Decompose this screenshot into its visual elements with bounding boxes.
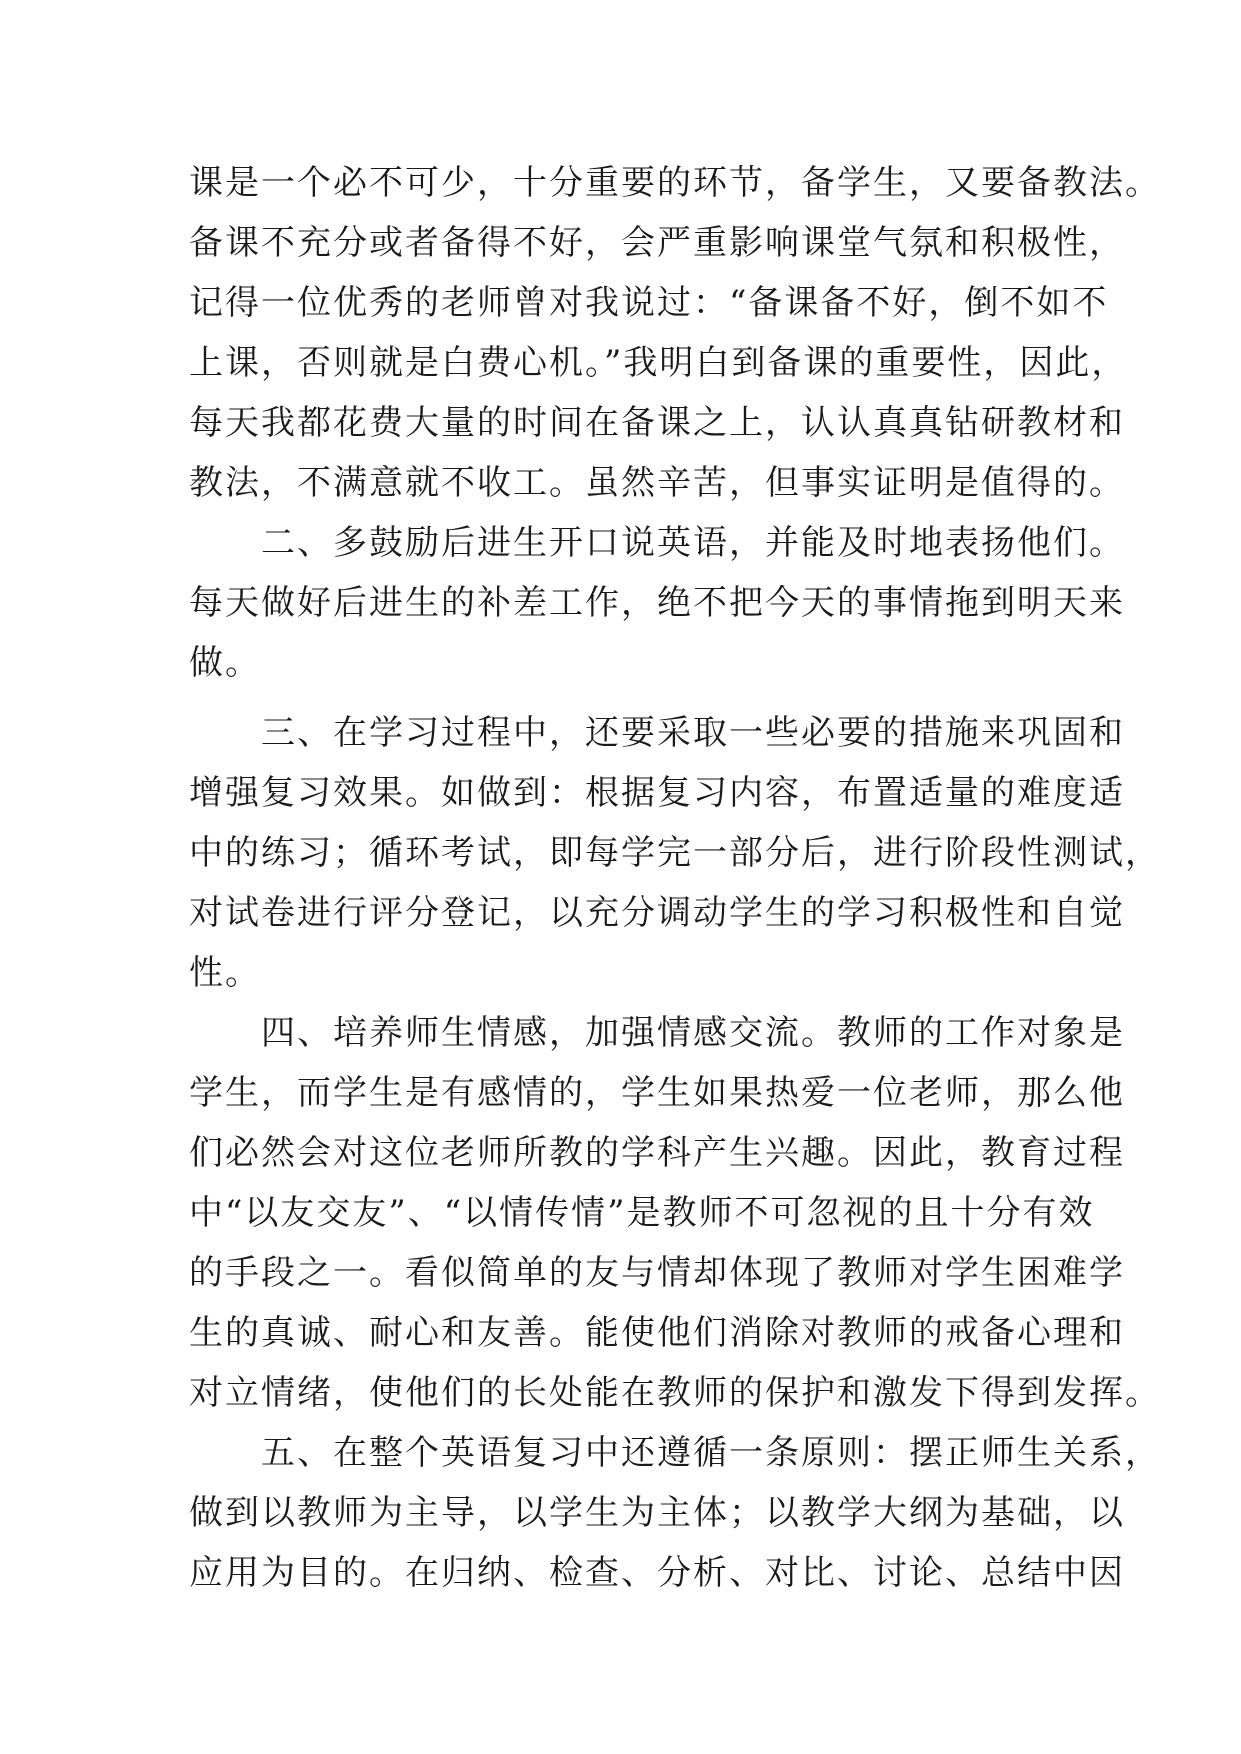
text-line: 们必然会对这位老师所教的学科产生兴趣。因此，教育过程 [189,1133,1125,1173]
text-line: 的手段之一。看似简单的友与情却体现了教师对学生困难学 [189,1253,1125,1293]
text-line: 做。 [189,643,261,683]
document-body [189,153,1161,1603]
text-line: 每天做好后进生的补差工作，绝不把今天的事情拖到明天来 [189,583,1125,623]
text-line: 中的练习；循环考试，即每学完一部分后，进行阶段性测试， [189,833,1161,873]
paragraph-5-start: 五、在整个英语复习中还遵循一条原则：摆正师生关系， [261,1433,1161,1473]
text-line: 对试卷进行评分登记，以充分调动学生的学习积极性和自觉 [189,893,1125,933]
paragraph-2-start: 二、多鼓励后进生开口说英语，并能及时地表扬他们。 [261,523,1125,563]
text-line: 中“以友交友”、“以情传情”是教师不可忽视的且十分有效 [189,1193,1095,1233]
text-line: 记得一位优秀的老师曾对我说过：“备课备不好，倒不如不 [189,283,1109,323]
text-line: 上课，否则就是白费心机。”我明白到备课的重要性，因此， [189,343,1128,383]
text-line: 教法，不满意就不收工。虽然辛苦，但事实证明是值得的。 [189,463,1125,503]
text-line: 每天我都花费大量的时间在备课之上，认认真真钻研教材和 [189,403,1125,443]
paragraph-3-start: 三、在学习过程中，还要采取一些必要的措施来巩固和 [261,713,1125,753]
text-line: 课是一个必不可少，十分重要的环节，备学生，又要备教法。 [189,163,1161,203]
text-line: 生的真诚、耐心和友善。能使他们消除对教师的戒备心理和 [189,1313,1125,1353]
text-line: 性。 [189,953,261,993]
text-line: 学生，而学生是有感情的，学生如果热爱一位老师，那么他 [189,1073,1125,1113]
text-line: 增强复习效果。如做到：根据复习内容，布置适量的难度适 [189,773,1125,813]
text-line: 备课不充分或者备得不好，会严重影响课堂气氛和积极性， [189,223,1125,263]
text-line: 对立情绪，使他们的长处能在教师的保护和激发下得到发挥。 [189,1373,1161,1413]
paragraph-4-start: 四、培养师生情感，加强情感交流。教师的工作对象是 [261,1013,1125,1053]
text-line: 做到以教师为主导，以学生为主体；以教学大纲为基础，以 [189,1493,1125,1533]
text-line: 应用为目的。在归纳、检查、分析、对比、讨论、总结中因 [189,1553,1125,1593]
